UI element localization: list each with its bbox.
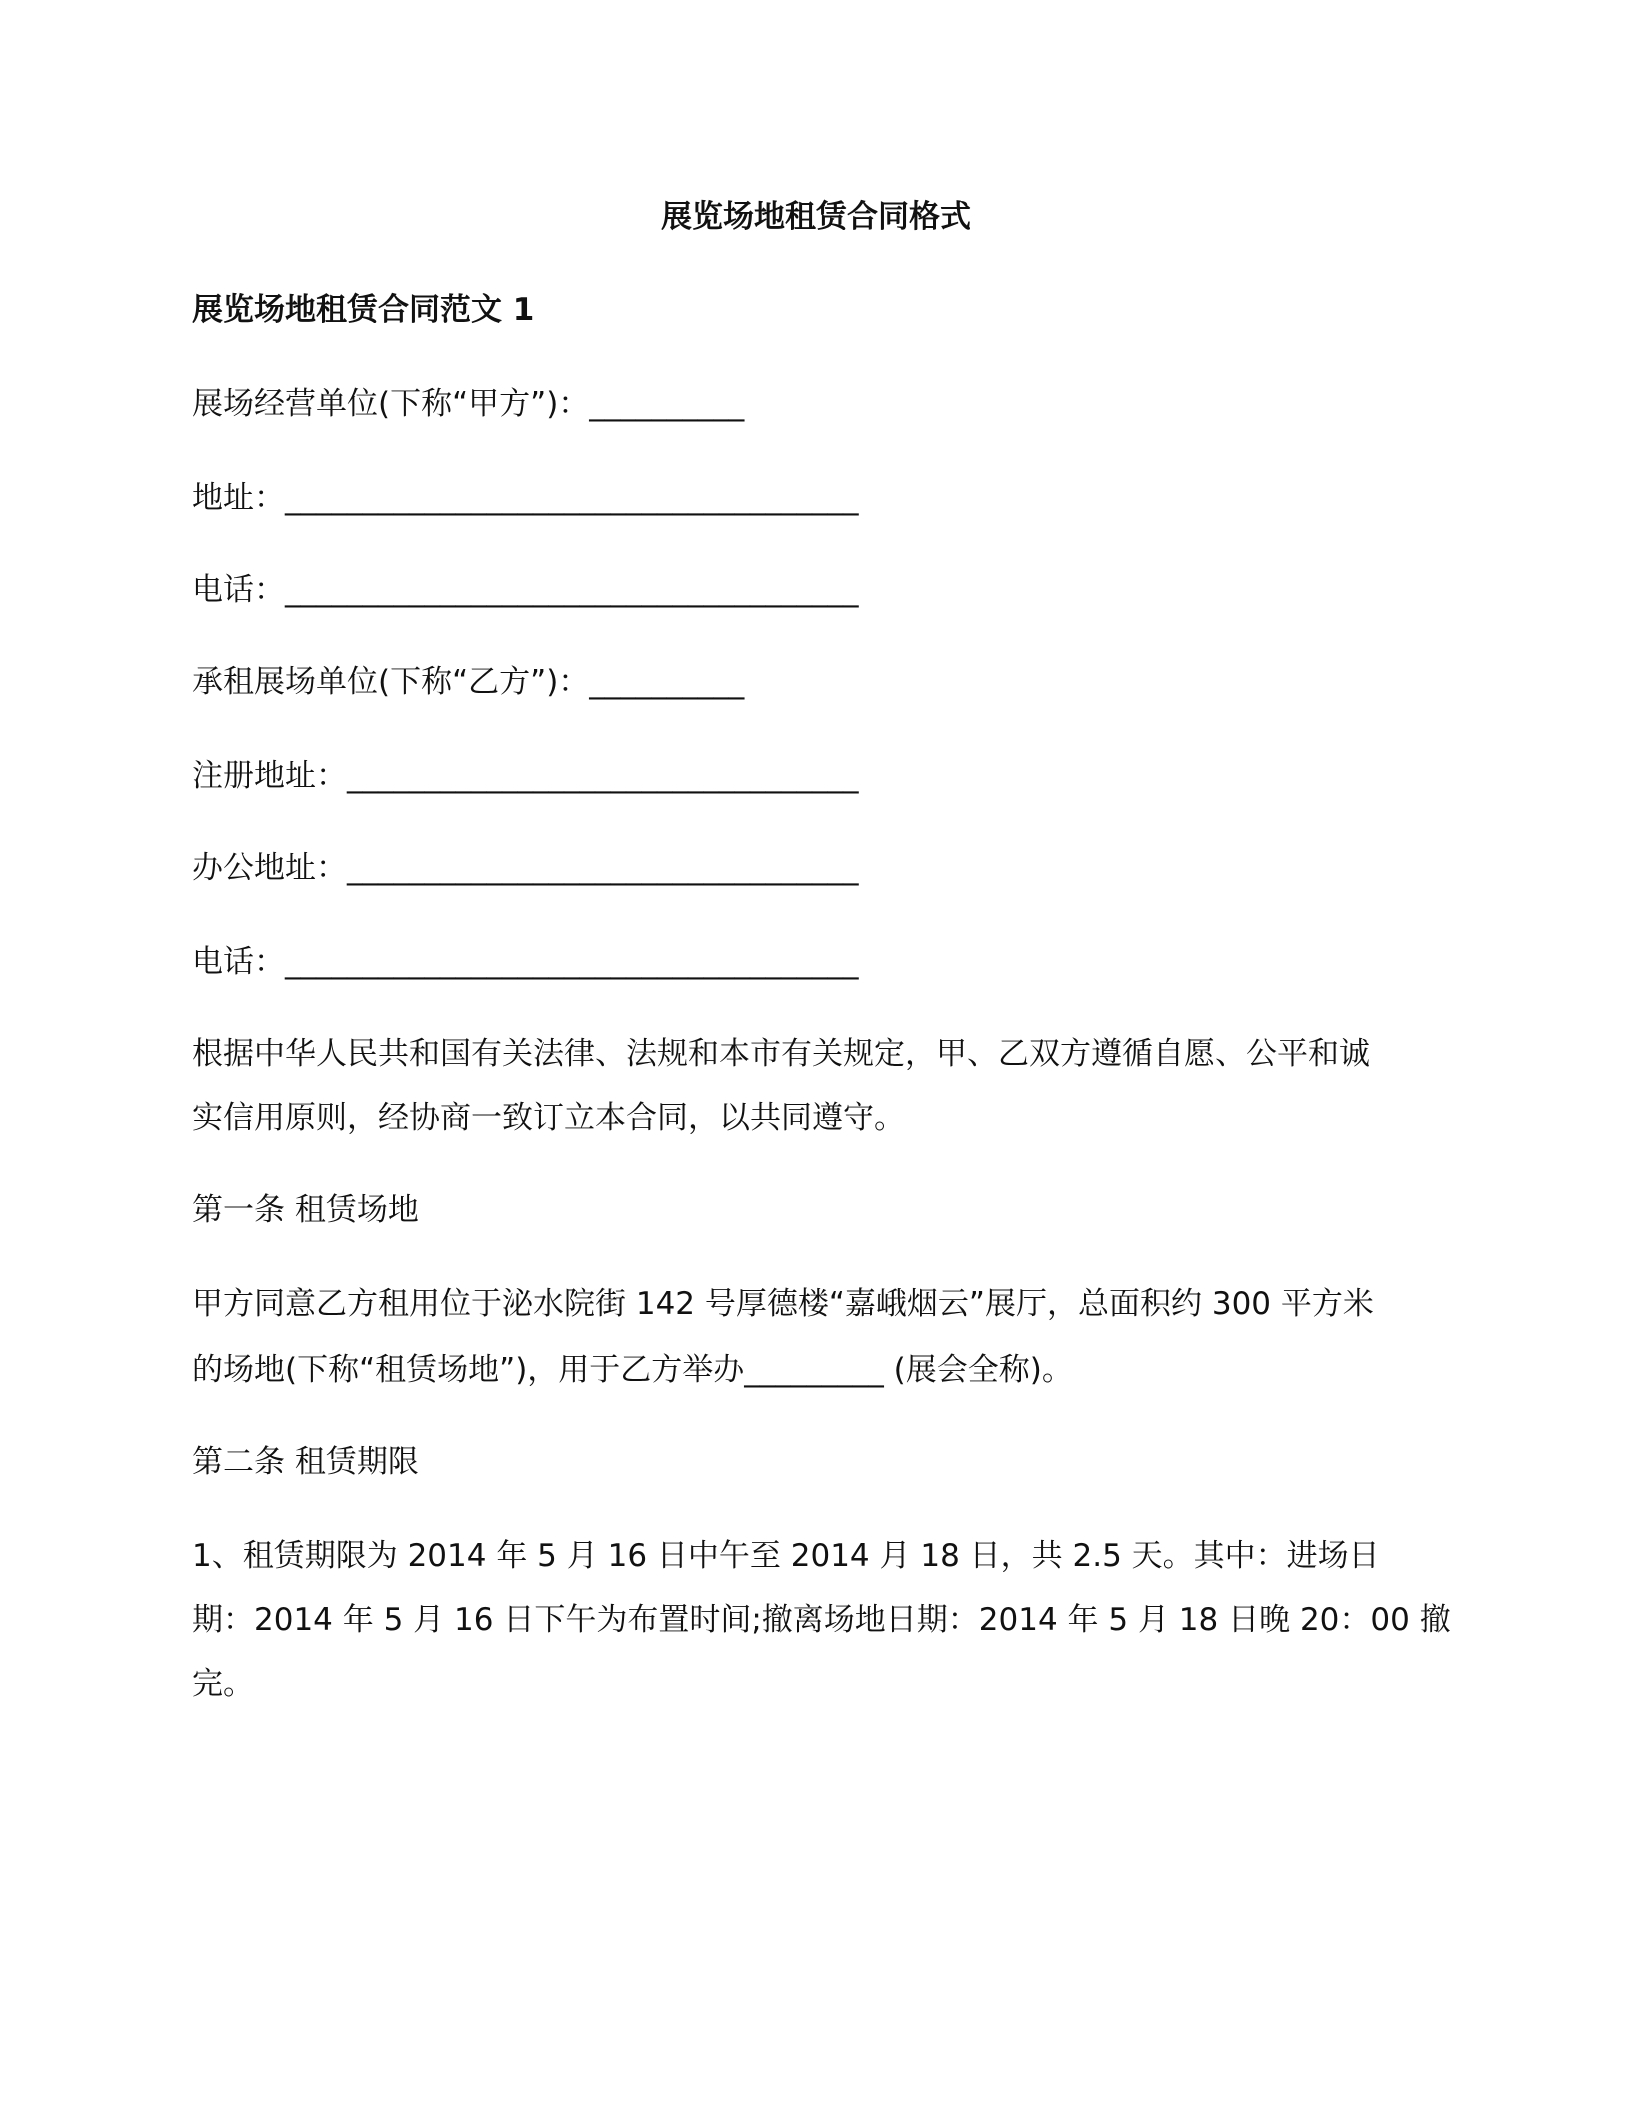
article-1-heading: 第一条 租赁场地 [192, 1192, 419, 1228]
field-party-b-unit: 承租展场单位(下称“乙方”)：__________ [192, 664, 745, 700]
field-party-a-phone: 电话：_____________________________________ [192, 572, 859, 608]
field-party-a-address: 地址：_____________________________________ [192, 480, 859, 516]
document-subtitle: 展览场地租赁合同范文 1 [192, 292, 535, 328]
article-2-line-1: 1、租赁期限为 2014 年 5 月 16 日中午至 2014 月 18 日，共 2.5 天。其中：进场日 [192, 1538, 1380, 1574]
field-office-address: 办公地址：_________________________________ [192, 850, 859, 886]
preamble-line-1: 根据中华人民共和国有关法律、法规和本市有关规定，甲、乙双方遵循自愿、公平和诚 [192, 1036, 1370, 1072]
field-party-a-unit: 展场经营单位(下称“甲方”)：__________ [192, 386, 745, 422]
field-party-b-phone: 电话：_____________________________________ [192, 944, 859, 980]
preamble-line-2: 实信用原则，经协商一致订立本合同，以共同遵守。 [192, 1100, 905, 1136]
article-2-heading: 第二条 租赁期限 [192, 1444, 419, 1480]
article-2-line-3: 完。 [192, 1666, 254, 1702]
document-title: 展览场地租赁合同格式 [661, 199, 971, 235]
article-1-line-2: 的场地(下称“租赁场地”)，用于乙方举办_________ (展会全称)。 [192, 1352, 1073, 1388]
field-registered-address: 注册地址：_________________________________ [192, 758, 859, 794]
article-1-line-1: 甲方同意乙方租用位于泌水院街 142 号厚德楼“嘉峨烟云”展厅，总面积约 300 平方米 [192, 1286, 1374, 1322]
article-2-line-2: 期：2014 年 5 月 16 日下午为布置时间;撤离场地日期：2014 年 5 月 18 日晚 20：00 撤 [192, 1602, 1451, 1638]
